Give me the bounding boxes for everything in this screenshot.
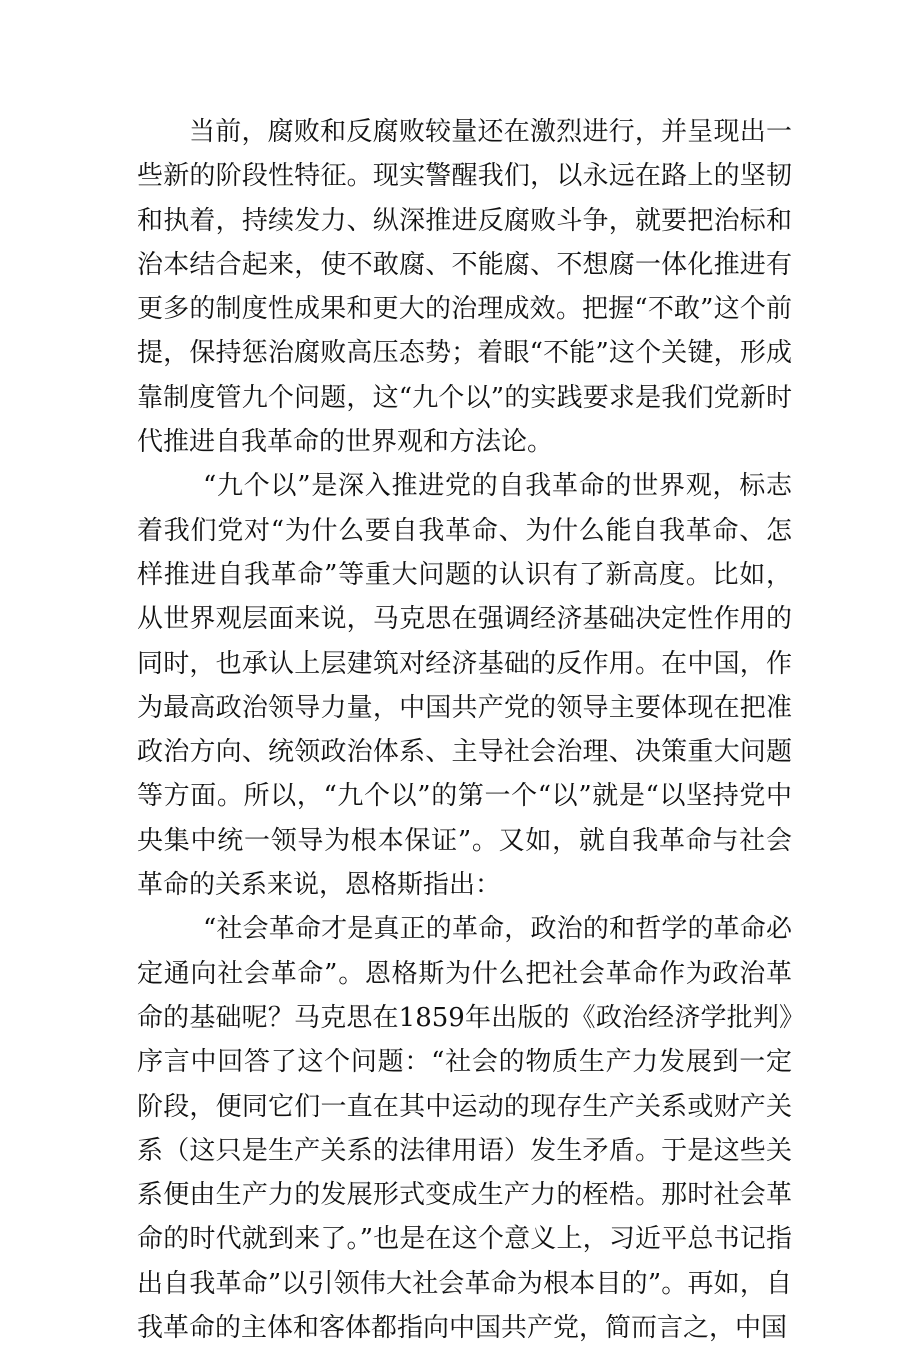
paragraph-2: “九个以”是深入推进党的自我革命的世界观，标志着我们党对“为什么要自我革命、为什么能自我革命、怎样推进自我革命”等重大问题的认识有了新高度。比如，从世界观层面来说，马克思在强调经济基础决定性作用的同时，也承认上层建筑对经济基础的反作用。在中国，作为最高政治领导力量，中国共产党的领导主要体现在把准政治方向、统领政治体系、主导社会治理、决策重大问题等方面。所以，“九个以”的第一个“以”就是“以坚持党中央集中统一领导为根本保证”。又如，就自我革命与社会革命的关系来说，恩格斯指出：	[137, 471, 792, 901]
paragraph-3: “社会革命才是真正的革命，政治的和哲学的革命必定通向社会革命”。恩格斯为什么把社会革命作为政治革命的基础呢？马克思在1859年出版的《政治经济学批判》序言中回答了这个问题：“社会的物质生产力发展到一定阶段，便同它们一直在其中运动的现存生产关系或财产关系（这只是生产关系的法律用语）发生矛盾。于是这些关系便由生产力的发展形式变成生产力的桎梏。那时社会革命的时代就到来了。”也是在这个意义上，习近平总书记指出自我革命”以引领伟大社会革命为根本目的”。再如，自我革命的主体和客体都指向中国共产党，简而言之，中国	[137, 914, 792, 1344]
paragraph-1: 当前，腐败和反腐败较量还在激烈进行，并呈现出一些新的阶段性特征。现实警醒我们，以永远在路上的坚韧和执着，持续发力、纵深推进反腐败斗争，就要把治标和治本结合起来，使不敢腐、不能腐、不想腐一体化推进有更多的制度性成果和更大的治理成效。把握“不敢”这个前提，保持惩治腐败高压态势；着眼“不能”这个关键，形成靠制度管九个问题，这“九个以”的实践要求是我们党新时代推进自我革命的世界观和方法论。	[137, 117, 792, 458]
document-body	[137, 110, 792, 1350]
